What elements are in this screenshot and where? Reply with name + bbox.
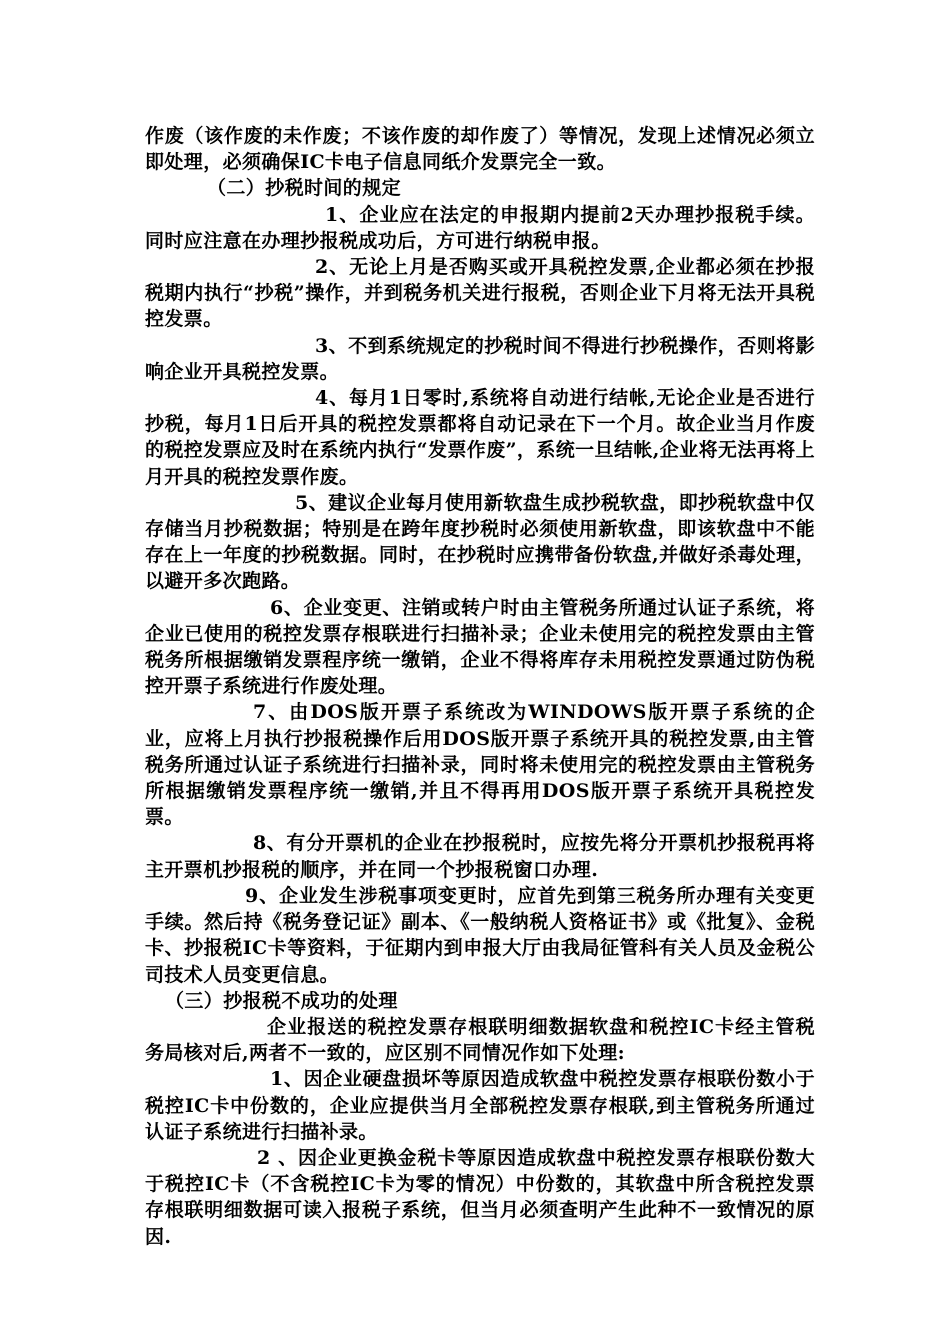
- paragraph-item-6: 6、企业变更、注销或转户时由主管税务所通过认证子系统，将企业已使用的税控发票存根联进行扫描补录；企业未使用完的税控发票由主管税务所根据缴销发票程序统一缴销，企业不得将库存未用税控发票通过防伪税控开票子系统进行作废处理。: [145, 596, 815, 698]
- paragraph-intro: 企业报送的税控发票存根联明细数据软盘和税控IC卡经主管税务局核对后,两者不一致的，应区别不同情况作如下处理:: [145, 1015, 815, 1065]
- paragraph-item-3: 3、不到系统规定的抄税时间不得进行抄税操作，否则将影响企业开具税控发票。: [145, 334, 815, 383]
- section-heading-3: （三）抄报税不成功的处理: [165, 989, 398, 1012]
- paragraph-handling-1: 1、因企业硬盘损坏等原因造成软盘中税控发票存根联份数小于税控IC卡中份数的，企业应提供当月全部税控发票存根联,到主管税务所通过认证子系统进行扫描补录。: [145, 1068, 815, 1143]
- document-body: [145, 123, 815, 1250]
- section-heading-2: （二）抄税时间的规定: [207, 177, 402, 200]
- paragraph-item-1: 1、企业应在法定的申报期内提前2天办理抄报税手续。同时应注意在办理抄报税成功后，方可进行纳税申报。: [145, 203, 815, 252]
- paragraph-item-8: 8、有分开票机的企业在抄报税时，应按先将分开票机抄报税再将主开票机抄报税的顺序，并在同一个抄报税窗口办理.: [145, 832, 815, 881]
- paragraph-item-9: 9、企业发生涉税事项变更时，应首先到第三税务所办理有关变更手续。然后持《税务登记证》副本、《一般纳税人资格证书》或《批复》、金税卡、抄报税IC卡等资料，于征期内到申报大厅由我局征管科有关人员及金税公司技术人员变更信息。: [145, 884, 815, 986]
- paragraph-item-4: 4、每月1日零时,系统将自动进行结帐,无论企业是否进行抄税，每月1日后开具的税控发票都将自动记录在下一个月。故企业当月作废的税控发票应及时在系统内执行“发票作废”，系统一旦结帐,企业将无法再将上月开具的税控发票作废。: [145, 387, 815, 488]
- paragraph-item-5: 5、建议企业每月使用新软盘生成抄税软盘，即抄税软盘中仅存储当月抄税数据；特别是在跨年度抄税时必须使用新软盘，即该软盘中不能存在上一年度的抄税数据。同时，在抄税时应携带备份软盘,并做好杀毒处理，以避开多次跑路。: [145, 491, 815, 593]
- paragraph-continuation: 作废（该作废的未作废；不该作废的却作废了）等情况，发现上述情况必须立即处理，必须确保IC卡电子信息同纸介发票完全一致。: [145, 125, 815, 174]
- paragraph-handling-2: 2 、因企业更换金税卡等原因造成软盘中税控发票存根联份数大于税控IC卡（不含税控IC卡为零的情况）中份数的，其软盘中所含税控发票存根联明细数据可读入报税子系统，但当月必须查明产生此种不一致情况的原因.: [145, 1146, 815, 1248]
- paragraph-item-2: 2、无论上月是否购买或开具税控发票,企业都必须在抄报税期内执行“抄税”操作，并到税务机关进行报税，否则企业下月将无法开具税控发票。: [145, 256, 815, 331]
- paragraph-item-7: 7、由DOS版开票子系统改为WINDOWS版开票子系统的企业，应将上月执行抄报税操作后用DOS版开票子系统开具的税控发票,由主管税务所通过认证子系统进行扫描补录，同时将未使用完的税控发票由主管税务所根据缴销发票程序统一缴销,并且不得再用DOS版开票子系统开具税控发票。: [145, 701, 815, 829]
